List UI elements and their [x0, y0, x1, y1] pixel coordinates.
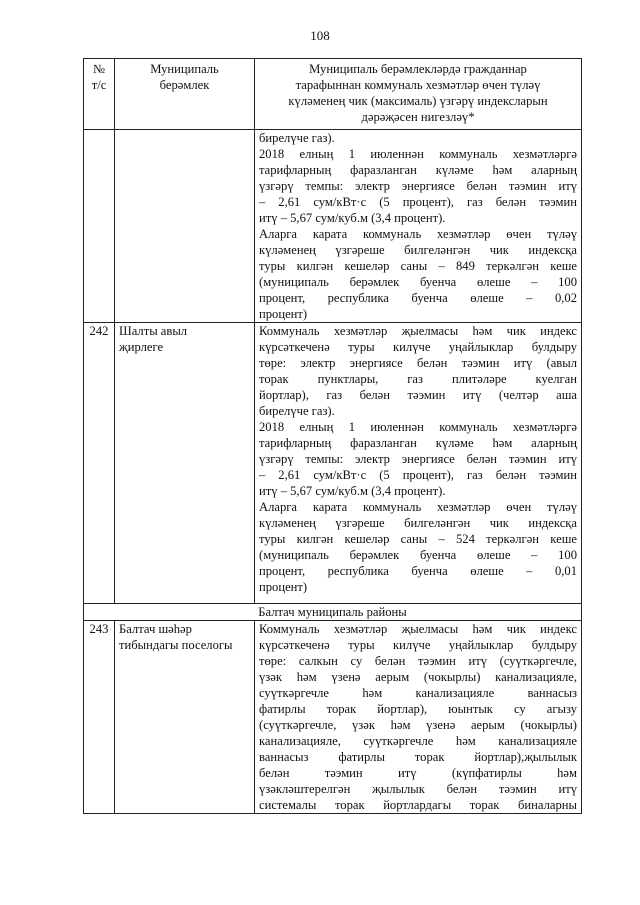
- text-line: бирелүче газ).: [259, 404, 335, 418]
- text-line: торак пунктлары, газ плитәләре куелган: [259, 372, 577, 386]
- text-line: күрсәткеченә туры килүче уңайлыклар булдыру: [259, 638, 577, 652]
- row-description: [255, 323, 582, 604]
- text-line: (суүткәргечле, үзәк һәм үзенә аерым (чокырлы): [259, 718, 577, 732]
- text-line: Аларга карата коммуналь хезмәтләр өчен түләү: [259, 500, 577, 514]
- page-number: 108: [310, 28, 330, 43]
- text-line: үзәк һәм үзенә аерым (чокырлы) канализациялe,: [259, 670, 577, 684]
- header-num-line: №: [92, 62, 106, 76]
- text-line: үзәкләштерелгән җылылык белән тәэмин итү: [259, 782, 577, 796]
- text-line: белән тәэмин итү (күпфатирлы һәм: [259, 766, 577, 780]
- text-line: төре: салкын су белән тәэмин итү (суүткәргечле,: [259, 654, 577, 668]
- municipality-line: Шалты авыл: [119, 324, 188, 338]
- municipality-line: Балтач шәһәр: [119, 622, 192, 636]
- text-line: – 2,61 сум/кВт·с (5 процент), газ белән тәэмин: [259, 195, 577, 209]
- table-header-row: [84, 59, 582, 130]
- header-num: [84, 59, 115, 130]
- text-line: күләменең үзгәреше билгеләнгән чик индексқа: [259, 516, 577, 530]
- text-line: (муниципаль берәмлек буенча өлеше – 100: [259, 275, 577, 289]
- text-line: күләменең үзгәреше билгеләнгән чик индексқа: [259, 243, 577, 257]
- header-description-line: Муниципаль берәмлекләрдә гражданнар: [309, 62, 527, 76]
- region-heading-row: [84, 604, 582, 621]
- header-description: [255, 59, 582, 130]
- text-line: йортлар), газ белән тәэмин итү (челтәр аша: [259, 388, 577, 402]
- text-line: үзгәрү темпы: электр энергиясе белән тәэмин итү: [259, 179, 577, 193]
- text-line: үзгәрү темпы: электр энергиясе белән тәэмин итү: [259, 452, 577, 466]
- text-line: ваннасыз фатирлы торак йортлар),җылылык: [259, 750, 577, 764]
- text-line: бирелүче газ).: [259, 131, 335, 145]
- text-line: итү – 5,67 сум/куб.м (3,4 процент).: [259, 484, 446, 498]
- row-number: [84, 130, 115, 323]
- row-spacer: [259, 595, 577, 603]
- header-municipality-line: берәмлек: [159, 78, 210, 92]
- text-line: күрсәткеченә туры килүче уңайлыклар булдыру: [259, 340, 577, 354]
- text-line: – 2,61 сум/кВт·с (5 процент), газ белән тәэмин: [259, 468, 577, 482]
- text-line: канализацияле, суүткәргечле һәм канализацияле: [259, 734, 577, 748]
- row-municipality: [115, 130, 255, 323]
- text-line: процент): [259, 307, 308, 321]
- text-line: фатирлы торак йортлар), юынтык су агызу: [259, 702, 577, 716]
- text-line: туры килгән кешеләр саны – 849 теркәлгән кеше: [259, 259, 577, 273]
- row-number: 242: [84, 323, 115, 604]
- table-row-243: [84, 621, 582, 814]
- row-description: [255, 621, 582, 814]
- text-line: Аларга карата коммуналь хезмәтләр өчен түләү: [259, 227, 577, 241]
- text-line: процент, республика буенча өлеше – 0,01: [259, 564, 577, 578]
- table-row-242: [84, 323, 582, 604]
- header-description-line: дәрәҗәсен нигезләү*: [361, 110, 475, 124]
- row-description: [255, 130, 582, 323]
- text-line: суүткәргечле һәм канализацияле ваннасыз: [259, 686, 577, 700]
- header-num-line: т/с: [91, 78, 107, 92]
- text-line: Коммуналь хезмәтләр җыелмасы һәм чик индекс: [259, 324, 577, 338]
- row-municipality: [115, 621, 255, 814]
- row-municipality: [115, 323, 255, 604]
- text-line: тарифларның фаразланган күләме һәм аларның: [259, 436, 577, 450]
- header-municipality-line: Муниципаль: [150, 62, 219, 76]
- municipal-tariff-table: [83, 58, 582, 814]
- text-line: туры килгән кешеләр саны – 524 теркәлгән кеше: [259, 532, 577, 546]
- header-municipality: [115, 59, 255, 130]
- text-line: 2018 елның 1 июленнән коммуналь хезмәтләргә: [259, 420, 577, 434]
- municipality-line: җирлеге: [119, 340, 164, 354]
- region-heading: Балтач муниципаль районы: [84, 604, 582, 621]
- table-row-continuation: [84, 130, 582, 323]
- text-line: системалы торак йортлардагы торак биналарны: [259, 798, 577, 812]
- text-line: итү – 5,67 сум/куб.м (3,4 процент).: [259, 211, 446, 225]
- header-description-line: күләменең чик (максималь) үзгәрү индексларын: [288, 94, 548, 108]
- row-number: 243: [84, 621, 115, 814]
- text-line: төре: электр энергиясе белән тәэмин итү (авыл: [259, 356, 577, 370]
- text-line: тарифларның фаразланган күләме һәм аларның: [259, 163, 577, 177]
- text-line: Коммуналь хезмәтләр җыелмасы һәм чик индекс: [259, 622, 577, 636]
- text-line: 2018 елның 1 июленнән коммуналь хезмәтләргә: [259, 147, 577, 161]
- text-line: процент, республика буенча өлеше – 0,02: [259, 291, 577, 305]
- municipality-line: тибындагы поселогы: [119, 638, 233, 652]
- header-description-line: тарафыннан коммуналь хезмәтләр өчен түләү: [295, 78, 541, 92]
- text-line: (муниципаль берәмлек буенча өлеше – 100: [259, 548, 577, 562]
- text-line: процент): [259, 580, 308, 594]
